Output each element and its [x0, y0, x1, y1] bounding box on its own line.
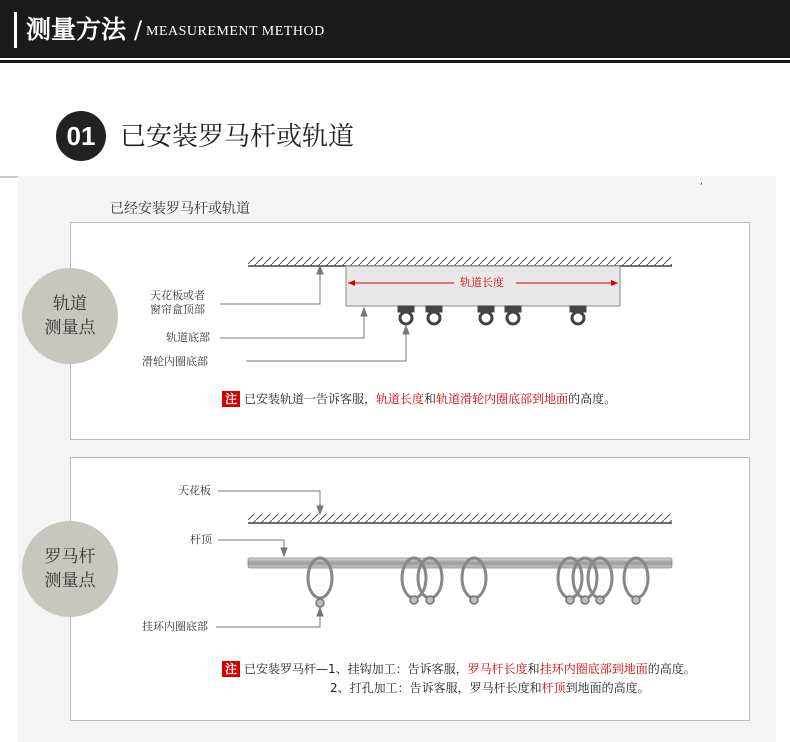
track-measure-point-circle	[22, 268, 118, 364]
pulley-icon	[570, 306, 586, 324]
section-title: 已安装罗马杆或轨道	[120, 122, 355, 152]
note-badge: 注	[222, 661, 240, 677]
panel-corner-mark: ‘	[700, 182, 703, 192]
track-circle-line1: 轨道	[53, 294, 87, 314]
track-note-text3: 的高度。	[568, 392, 617, 406]
pulley-icon	[426, 306, 442, 324]
rod-note1-text1: 已安装罗马杆—1、挂钩加工：告诉客服，	[244, 662, 468, 676]
pulley-icon	[505, 306, 521, 324]
rod-note1-red1: 罗马杆长度	[467, 662, 528, 676]
rod-ceiling	[248, 514, 672, 523]
note-badge: 注	[222, 391, 240, 407]
rod-top-label: 杆顶	[190, 533, 212, 546]
track-note-text1: 已安装轨道一告诉客服，	[244, 392, 377, 406]
track-note-red1: 轨道长度	[376, 392, 425, 406]
rod-note1-red2: 挂环内圈底部到地面	[539, 662, 648, 676]
track-circle-line2: 测量点	[44, 318, 96, 338]
ring-inner-bottom-label: 挂环内圈底部	[142, 620, 208, 633]
ceiling-or-box-top-label	[150, 289, 205, 317]
ceiling-label-line1: 天花板或者	[150, 289, 205, 302]
rod-note-1	[222, 660, 696, 678]
rod-note-2	[330, 679, 650, 697]
section-number-badge: 01	[56, 111, 106, 161]
ceiling-label-line2: 窗帘盒顶部	[150, 303, 205, 316]
track-note-text2: 和	[424, 392, 437, 406]
header-slash: /	[134, 16, 143, 44]
track-ceiling	[248, 257, 672, 266]
rod-note1-text2: 和	[527, 662, 540, 676]
track-length-label: 轨道长度	[460, 276, 504, 289]
track-pulleys	[398, 306, 586, 324]
pulley-inner-bottom-label: 滑轮内圈底部	[142, 355, 208, 368]
pulley-icon	[398, 306, 414, 324]
rod-ceiling-label: 天花板	[178, 484, 211, 497]
track-note-red2: 轨道滑轮内圈底部到地面	[436, 392, 569, 406]
rod-measure-point-circle	[22, 521, 118, 617]
rod-circle-line2: 测量点	[44, 571, 96, 591]
rod-note2-text1: 2、打孔加工：告诉客服，罗马杆长度和	[330, 681, 542, 695]
rod-circle-line1: 罗马杆	[44, 547, 96, 567]
rod-note2-red1: 杆顶	[541, 681, 566, 695]
rod-note1-text3: 的高度。	[647, 662, 696, 676]
track-note	[222, 390, 616, 408]
header-title: 测量方法	[26, 15, 127, 44]
rod-note2-text2: 到地面的高度。	[565, 681, 650, 695]
panel-heading: 已经安装罗马杆或轨道	[110, 201, 250, 217]
track-bottom-label: 轨道底部	[166, 331, 210, 344]
pulley-icon	[478, 306, 494, 324]
header-subtitle: MEASUREMENT METHOD	[146, 24, 325, 39]
